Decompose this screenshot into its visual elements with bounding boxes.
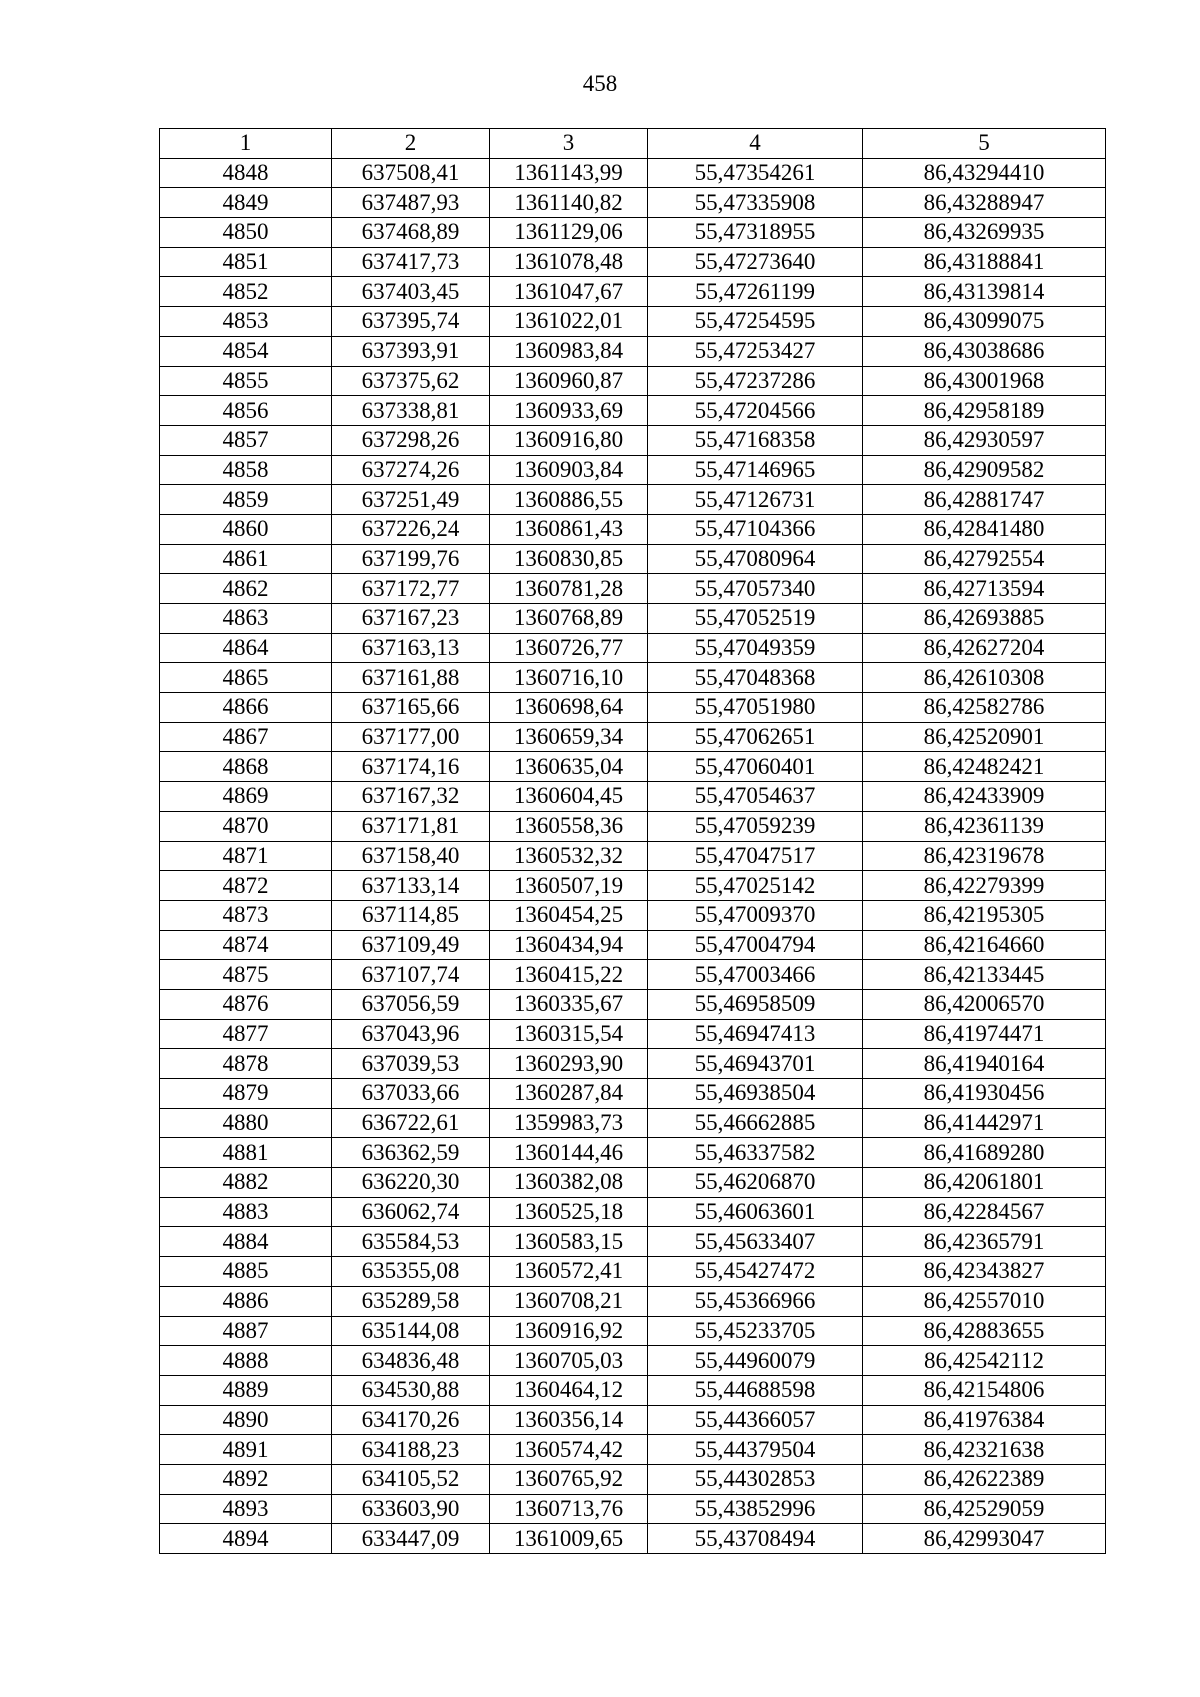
table-row [160, 930, 1106, 960]
latitude-cell: 55,47059239 [648, 811, 863, 841]
latitude-cell: 55,46662885 [648, 1108, 863, 1138]
longitude-cell: 86,42133445 [863, 960, 1106, 990]
longitude-cell: 86,42279399 [863, 871, 1106, 901]
longitude-cell: 86,42557010 [863, 1286, 1106, 1316]
longitude-cell: 86,42321638 [863, 1435, 1106, 1465]
point-number-cell: 4893 [160, 1494, 332, 1524]
table-row [160, 1524, 1106, 1554]
latitude-cell: 55,47062651 [648, 722, 863, 752]
x-coordinate-cell: 637375,62 [332, 366, 490, 396]
latitude-cell: 55,43708494 [648, 1524, 863, 1554]
table-row [160, 633, 1106, 663]
x-coordinate-cell: 637133,14 [332, 871, 490, 901]
latitude-cell: 55,47104366 [648, 514, 863, 544]
table-header-row [160, 129, 1106, 159]
point-number-cell: 4888 [160, 1346, 332, 1376]
x-coordinate-cell: 633447,09 [332, 1524, 490, 1554]
point-number-cell: 4884 [160, 1227, 332, 1257]
x-coordinate-cell: 637417,73 [332, 247, 490, 277]
point-number-cell: 4875 [160, 960, 332, 990]
x-coordinate-cell: 637158,40 [332, 841, 490, 871]
y-coordinate-cell: 1360464,12 [490, 1375, 648, 1405]
longitude-cell: 86,42343827 [863, 1257, 1106, 1287]
y-coordinate-cell: 1360382,08 [490, 1168, 648, 1198]
point-number-cell: 4853 [160, 307, 332, 337]
latitude-cell: 55,43852996 [648, 1494, 863, 1524]
longitude-cell: 86,42520901 [863, 722, 1106, 752]
table-row [160, 336, 1106, 366]
x-coordinate-cell: 637172,77 [332, 574, 490, 604]
latitude-cell: 55,47049359 [648, 633, 863, 663]
y-coordinate-cell: 1361143,99 [490, 158, 648, 188]
table-row [160, 811, 1106, 841]
point-number-cell: 4872 [160, 871, 332, 901]
x-coordinate-cell: 635144,08 [332, 1316, 490, 1346]
table-row [160, 247, 1106, 277]
latitude-cell: 55,47051980 [648, 693, 863, 723]
point-number-cell: 4894 [160, 1524, 332, 1554]
latitude-cell: 55,44379504 [648, 1435, 863, 1465]
y-coordinate-cell: 1360659,34 [490, 722, 648, 752]
table-row [160, 158, 1106, 188]
longitude-cell: 86,43269935 [863, 218, 1106, 248]
column-header: 1 [160, 129, 332, 159]
table-row [160, 1464, 1106, 1494]
x-coordinate-cell: 637161,88 [332, 663, 490, 693]
x-coordinate-cell: 637109,49 [332, 930, 490, 960]
point-number-cell: 4877 [160, 1019, 332, 1049]
table-row [160, 1494, 1106, 1524]
y-coordinate-cell: 1360583,15 [490, 1227, 648, 1257]
y-coordinate-cell: 1360356,14 [490, 1405, 648, 1435]
point-number-cell: 4867 [160, 722, 332, 752]
longitude-cell: 86,41974471 [863, 1019, 1106, 1049]
x-coordinate-cell: 634530,88 [332, 1375, 490, 1405]
latitude-cell: 55,47060401 [648, 752, 863, 782]
point-number-cell: 4869 [160, 782, 332, 812]
x-coordinate-cell: 636362,59 [332, 1138, 490, 1168]
x-coordinate-cell: 636722,61 [332, 1108, 490, 1138]
x-coordinate-cell: 637171,81 [332, 811, 490, 841]
x-coordinate-cell: 637167,23 [332, 604, 490, 634]
point-number-cell: 4868 [160, 752, 332, 782]
y-coordinate-cell: 1360572,41 [490, 1257, 648, 1287]
latitude-cell: 55,47004794 [648, 930, 863, 960]
table-row [160, 989, 1106, 1019]
longitude-cell: 86,42284567 [863, 1197, 1106, 1227]
table-row [160, 1257, 1106, 1287]
latitude-cell: 55,47054637 [648, 782, 863, 812]
x-coordinate-cell: 637043,96 [332, 1019, 490, 1049]
longitude-cell: 86,42361139 [863, 811, 1106, 841]
longitude-cell: 86,42529059 [863, 1494, 1106, 1524]
y-coordinate-cell: 1360708,21 [490, 1286, 648, 1316]
y-coordinate-cell: 1360903,84 [490, 455, 648, 485]
y-coordinate-cell: 1360525,18 [490, 1197, 648, 1227]
longitude-cell: 86,42627204 [863, 633, 1106, 663]
table-row [160, 1286, 1106, 1316]
x-coordinate-cell: 636220,30 [332, 1168, 490, 1198]
x-coordinate-cell: 634188,23 [332, 1435, 490, 1465]
longitude-cell: 86,42542112 [863, 1346, 1106, 1376]
longitude-cell: 86,42433909 [863, 782, 1106, 812]
y-coordinate-cell: 1360765,92 [490, 1464, 648, 1494]
point-number-cell: 4854 [160, 336, 332, 366]
column-header: 2 [332, 129, 490, 159]
point-number-cell: 4863 [160, 604, 332, 634]
latitude-cell: 55,47354261 [648, 158, 863, 188]
point-number-cell: 4862 [160, 574, 332, 604]
x-coordinate-cell: 636062,74 [332, 1197, 490, 1227]
longitude-cell: 86,42693885 [863, 604, 1106, 634]
table-row [160, 218, 1106, 248]
x-coordinate-cell: 637167,32 [332, 782, 490, 812]
latitude-cell: 55,47253427 [648, 336, 863, 366]
latitude-cell: 55,44302853 [648, 1464, 863, 1494]
table-row [160, 485, 1106, 515]
longitude-cell: 86,42154806 [863, 1375, 1106, 1405]
point-number-cell: 4856 [160, 396, 332, 426]
table-row [160, 366, 1106, 396]
point-number-cell: 4879 [160, 1079, 332, 1109]
x-coordinate-cell: 633603,90 [332, 1494, 490, 1524]
point-number-cell: 4855 [160, 366, 332, 396]
x-coordinate-cell: 637251,49 [332, 485, 490, 515]
table-row [160, 960, 1106, 990]
latitude-cell: 55,45633407 [648, 1227, 863, 1257]
point-number-cell: 4848 [160, 158, 332, 188]
longitude-cell: 86,42883655 [863, 1316, 1106, 1346]
y-coordinate-cell: 1360933,69 [490, 396, 648, 426]
column-header: 5 [863, 129, 1106, 159]
y-coordinate-cell: 1360293,90 [490, 1049, 648, 1079]
table-row [160, 425, 1106, 455]
table-row [160, 1049, 1106, 1079]
table-row [160, 1168, 1106, 1198]
y-coordinate-cell: 1360960,87 [490, 366, 648, 396]
latitude-cell: 55,47048368 [648, 663, 863, 693]
y-coordinate-cell: 1360454,25 [490, 900, 648, 930]
table-row [160, 604, 1106, 634]
y-coordinate-cell: 1361078,48 [490, 247, 648, 277]
table-row [160, 752, 1106, 782]
y-coordinate-cell: 1360713,76 [490, 1494, 648, 1524]
y-coordinate-cell: 1360287,84 [490, 1079, 648, 1109]
page-number: 458 [582, 71, 618, 96]
longitude-cell: 86,42713594 [863, 574, 1106, 604]
point-number-cell: 4864 [160, 633, 332, 663]
y-coordinate-cell: 1360916,80 [490, 425, 648, 455]
point-number-cell: 4882 [160, 1168, 332, 1198]
latitude-cell: 55,47335908 [648, 188, 863, 218]
latitude-cell: 55,46938504 [648, 1079, 863, 1109]
x-coordinate-cell: 637199,76 [332, 544, 490, 574]
table-body [160, 158, 1106, 1553]
point-number-cell: 4865 [160, 663, 332, 693]
y-coordinate-cell: 1361022,01 [490, 307, 648, 337]
point-number-cell: 4851 [160, 247, 332, 277]
table-row [160, 1375, 1106, 1405]
y-coordinate-cell: 1361140,82 [490, 188, 648, 218]
y-coordinate-cell: 1360716,10 [490, 663, 648, 693]
longitude-cell: 86,42164660 [863, 930, 1106, 960]
point-number-cell: 4860 [160, 514, 332, 544]
latitude-cell: 55,47168358 [648, 425, 863, 455]
coordinates-table [159, 128, 1106, 1554]
longitude-cell: 86,42610308 [863, 663, 1106, 693]
y-coordinate-cell: 1360983,84 [490, 336, 648, 366]
latitude-cell: 55,47237286 [648, 366, 863, 396]
table-row [160, 1079, 1106, 1109]
point-number-cell: 4859 [160, 485, 332, 515]
x-coordinate-cell: 637039,53 [332, 1049, 490, 1079]
y-coordinate-cell: 1360574,42 [490, 1435, 648, 1465]
y-coordinate-cell: 1360532,32 [490, 841, 648, 871]
latitude-cell: 55,47080964 [648, 544, 863, 574]
latitude-cell: 55,45427472 [648, 1257, 863, 1287]
x-coordinate-cell: 637395,74 [332, 307, 490, 337]
longitude-cell: 86,41940164 [863, 1049, 1106, 1079]
table-row [160, 900, 1106, 930]
x-coordinate-cell: 637226,24 [332, 514, 490, 544]
y-coordinate-cell: 1360434,94 [490, 930, 648, 960]
longitude-cell: 86,42792554 [863, 544, 1106, 574]
latitude-cell: 55,47318955 [648, 218, 863, 248]
table-row [160, 1197, 1106, 1227]
longitude-cell: 86,43294410 [863, 158, 1106, 188]
y-coordinate-cell: 1360768,89 [490, 604, 648, 634]
longitude-cell: 86,41689280 [863, 1138, 1106, 1168]
x-coordinate-cell: 637174,16 [332, 752, 490, 782]
point-number-cell: 4849 [160, 188, 332, 218]
column-header: 4 [648, 129, 863, 159]
longitude-cell: 86,42582786 [863, 693, 1106, 723]
table-row [160, 455, 1106, 485]
longitude-cell: 86,42841480 [863, 514, 1106, 544]
x-coordinate-cell: 637338,81 [332, 396, 490, 426]
latitude-cell: 55,47254595 [648, 307, 863, 337]
x-coordinate-cell: 637163,13 [332, 633, 490, 663]
point-number-cell: 4886 [160, 1286, 332, 1316]
table-row [160, 1316, 1106, 1346]
table-row [160, 1019, 1106, 1049]
longitude-cell: 86,42061801 [863, 1168, 1106, 1198]
x-coordinate-cell: 637487,93 [332, 188, 490, 218]
latitude-cell: 55,47126731 [648, 485, 863, 515]
latitude-cell: 55,46206870 [648, 1168, 863, 1198]
point-number-cell: 4861 [160, 544, 332, 574]
point-number-cell: 4887 [160, 1316, 332, 1346]
point-number-cell: 4876 [160, 989, 332, 1019]
table-row [160, 871, 1106, 901]
point-number-cell: 4885 [160, 1257, 332, 1287]
x-coordinate-cell: 637056,59 [332, 989, 490, 1019]
y-coordinate-cell: 1360861,43 [490, 514, 648, 544]
y-coordinate-cell: 1360916,92 [490, 1316, 648, 1346]
table-row [160, 841, 1106, 871]
latitude-cell: 55,44960079 [648, 1346, 863, 1376]
latitude-cell: 55,46337582 [648, 1138, 863, 1168]
point-number-cell: 4857 [160, 425, 332, 455]
point-number-cell: 4880 [160, 1108, 332, 1138]
y-coordinate-cell: 1360335,67 [490, 989, 648, 1019]
latitude-cell: 55,46063601 [648, 1197, 863, 1227]
point-number-cell: 4858 [160, 455, 332, 485]
x-coordinate-cell: 634105,52 [332, 1464, 490, 1494]
y-coordinate-cell: 1360781,28 [490, 574, 648, 604]
point-number-cell: 4870 [160, 811, 332, 841]
longitude-cell: 86,42958189 [863, 396, 1106, 426]
longitude-cell: 86,43038686 [863, 336, 1106, 366]
longitude-cell: 86,43139814 [863, 277, 1106, 307]
latitude-cell: 55,46943701 [648, 1049, 863, 1079]
longitude-cell: 86,43288947 [863, 188, 1106, 218]
latitude-cell: 55,47025142 [648, 871, 863, 901]
table-row [160, 514, 1106, 544]
longitude-cell: 86,42881747 [863, 485, 1106, 515]
y-coordinate-cell: 1360830,85 [490, 544, 648, 574]
latitude-cell: 55,47052519 [648, 604, 863, 634]
table-row [160, 574, 1106, 604]
latitude-cell: 55,44688598 [648, 1375, 863, 1405]
table-row [160, 188, 1106, 218]
latitude-cell: 55,44366057 [648, 1405, 863, 1435]
point-number-cell: 4873 [160, 900, 332, 930]
x-coordinate-cell: 637114,85 [332, 900, 490, 930]
longitude-cell: 86,42993047 [863, 1524, 1106, 1554]
table-row [160, 277, 1106, 307]
longitude-cell: 86,43188841 [863, 247, 1106, 277]
table-row [160, 782, 1106, 812]
y-coordinate-cell: 1360558,36 [490, 811, 648, 841]
x-coordinate-cell: 637274,26 [332, 455, 490, 485]
point-number-cell: 4883 [160, 1197, 332, 1227]
x-coordinate-cell: 635289,58 [332, 1286, 490, 1316]
longitude-cell: 86,42482421 [863, 752, 1106, 782]
y-coordinate-cell: 1360886,55 [490, 485, 648, 515]
point-number-cell: 4874 [160, 930, 332, 960]
table-row [160, 1108, 1106, 1138]
latitude-cell: 55,47003466 [648, 960, 863, 990]
table-row [160, 1346, 1106, 1376]
table-row [160, 1138, 1106, 1168]
y-coordinate-cell: 1360705,03 [490, 1346, 648, 1376]
y-coordinate-cell: 1361009,65 [490, 1524, 648, 1554]
longitude-cell: 86,41930456 [863, 1079, 1106, 1109]
longitude-cell: 86,42365791 [863, 1227, 1106, 1257]
y-coordinate-cell: 1360604,45 [490, 782, 648, 812]
x-coordinate-cell: 637177,00 [332, 722, 490, 752]
longitude-cell: 86,43099075 [863, 307, 1106, 337]
x-coordinate-cell: 637033,66 [332, 1079, 490, 1109]
x-coordinate-cell: 635355,08 [332, 1257, 490, 1287]
point-number-cell: 4889 [160, 1375, 332, 1405]
latitude-cell: 55,47047517 [648, 841, 863, 871]
latitude-cell: 55,45366966 [648, 1286, 863, 1316]
x-coordinate-cell: 637165,66 [332, 693, 490, 723]
point-number-cell: 4852 [160, 277, 332, 307]
point-number-cell: 4866 [160, 693, 332, 723]
y-coordinate-cell: 1360507,19 [490, 871, 648, 901]
point-number-cell: 4878 [160, 1049, 332, 1079]
y-coordinate-cell: 1359983,73 [490, 1108, 648, 1138]
longitude-cell: 86,42319678 [863, 841, 1106, 871]
x-coordinate-cell: 637508,41 [332, 158, 490, 188]
table-row [160, 722, 1106, 752]
table-row [160, 693, 1106, 723]
x-coordinate-cell: 634170,26 [332, 1405, 490, 1435]
x-coordinate-cell: 637403,45 [332, 277, 490, 307]
point-number-cell: 4891 [160, 1435, 332, 1465]
longitude-cell: 86,41442971 [863, 1108, 1106, 1138]
longitude-cell: 86,42006570 [863, 989, 1106, 1019]
x-coordinate-cell: 637393,91 [332, 336, 490, 366]
longitude-cell: 86,42195305 [863, 900, 1106, 930]
x-coordinate-cell: 634836,48 [332, 1346, 490, 1376]
longitude-cell: 86,41976384 [863, 1405, 1106, 1435]
x-coordinate-cell: 637107,74 [332, 960, 490, 990]
x-coordinate-cell: 637468,89 [332, 218, 490, 248]
latitude-cell: 55,47273640 [648, 247, 863, 277]
column-header: 3 [490, 129, 648, 159]
x-coordinate-cell: 637298,26 [332, 425, 490, 455]
table-row [160, 1227, 1106, 1257]
point-number-cell: 4892 [160, 1464, 332, 1494]
latitude-cell: 55,46947413 [648, 1019, 863, 1049]
x-coordinate-cell: 635584,53 [332, 1227, 490, 1257]
y-coordinate-cell: 1360635,04 [490, 752, 648, 782]
latitude-cell: 55,45233705 [648, 1316, 863, 1346]
point-number-cell: 4850 [160, 218, 332, 248]
latitude-cell: 55,47009370 [648, 900, 863, 930]
longitude-cell: 86,42909582 [863, 455, 1106, 485]
y-coordinate-cell: 1360726,77 [490, 633, 648, 663]
longitude-cell: 86,43001968 [863, 366, 1106, 396]
table-row [160, 544, 1106, 574]
y-coordinate-cell: 1360315,54 [490, 1019, 648, 1049]
table-row [160, 1435, 1106, 1465]
latitude-cell: 55,47057340 [648, 574, 863, 604]
table-row [160, 663, 1106, 693]
longitude-cell: 86,42930597 [863, 425, 1106, 455]
latitude-cell: 55,46958509 [648, 989, 863, 1019]
table-row [160, 307, 1106, 337]
table-row [160, 396, 1106, 426]
y-coordinate-cell: 1360415,22 [490, 960, 648, 990]
table-row [160, 1405, 1106, 1435]
longitude-cell: 86,42622389 [863, 1464, 1106, 1494]
y-coordinate-cell: 1361047,67 [490, 277, 648, 307]
latitude-cell: 55,47261199 [648, 277, 863, 307]
y-coordinate-cell: 1360144,46 [490, 1138, 648, 1168]
latitude-cell: 55,47204566 [648, 396, 863, 426]
point-number-cell: 4871 [160, 841, 332, 871]
point-number-cell: 4890 [160, 1405, 332, 1435]
y-coordinate-cell: 1360698,64 [490, 693, 648, 723]
latitude-cell: 55,47146965 [648, 455, 863, 485]
point-number-cell: 4881 [160, 1138, 332, 1168]
y-coordinate-cell: 1361129,06 [490, 218, 648, 248]
